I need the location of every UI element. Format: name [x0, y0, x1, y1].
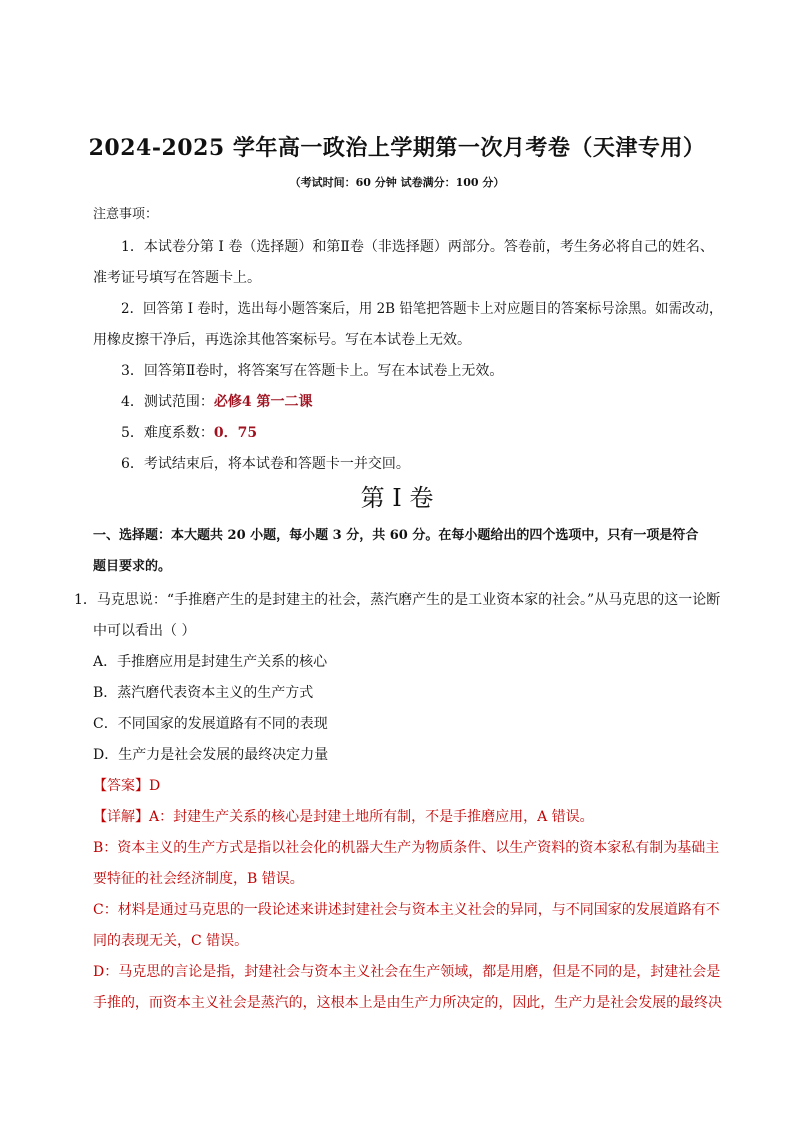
detail-b-line-2: 要特征的社会经济制度，B 错误。: [93, 871, 304, 887]
detail-a-text: A：封建生产关系的核心是封建土地所有制，不是手推磨应用，A 错误。: [149, 809, 594, 825]
answer-label: 【答案】: [93, 778, 149, 794]
notes-heading: 注意事项：: [93, 207, 159, 222]
detail-d-line-1: D：马克思的言论是指，封建社会与资本主义社会在生产领域，都是用磨，但是不同的是，封建社会是: [93, 964, 721, 980]
note-2-line-2: 用橡皮擦干净后，再选涂其他答案标号。写在本试卷上无效。: [93, 332, 471, 348]
option-a: A．手推磨应用是封建生产关系的核心: [93, 654, 328, 670]
note-5-label: 5．难度系数：: [121, 425, 214, 441]
section-title: 第 I 卷: [360, 484, 434, 512]
note-6: 6．考试结束后，将本试卷和答题卡一并交回。: [121, 456, 410, 472]
test-scope-value: 必修4 第一二课: [213, 394, 313, 410]
detail-c-line-2: 同的表现无关，C 错误。: [93, 933, 249, 949]
note-3: 3．回答第Ⅱ卷时，将答案写在答题卡上。写在本试卷上无效。: [121, 363, 504, 379]
detail-a: [93, 807, 594, 827]
question-1-stem-line-1: 1．马克思说：“手推磨产生的是封建主的社会，蒸汽磨产生的是工业资本家的社会。”从马克思的这一论断: [74, 592, 721, 608]
detail-d-line-2: 手推的，而资本主义社会是蒸汽的，这根本上是由生产力所决定的，因此，生产力是社会发展的最终决: [93, 995, 722, 1011]
question-1-stem-line-2: 中可以看出（ ）: [93, 623, 196, 639]
difficulty-value: 0．75: [213, 425, 258, 441]
note-1-line-1: 1．本试卷分第 I 卷（选择题）和第Ⅱ卷（非选择题）两部分。答卷前，考生务必将自己的姓名、: [121, 239, 714, 255]
exam-info: （考试时间：60 分钟 试卷满分：100 分）: [289, 176, 505, 189]
note-1-line-2: 准考证号填写在答题卡上。: [93, 270, 261, 286]
detail-label: 【详解】: [93, 809, 149, 825]
section-intro-line-2: 题目要求的。: [93, 559, 172, 574]
note-4: [121, 392, 313, 412]
detail-b-line-1: B：资本主义的生产方式是指以社会化的机器大生产为物质条件、以生产资料的资本家私有制为基础主: [93, 840, 720, 856]
note-4-label: 4．测试范围：: [121, 394, 214, 410]
option-d: D．生产力是社会发展的最终决定力量: [93, 747, 329, 763]
answer-value: D: [149, 778, 161, 794]
section-intro-line-1: 一、选择题：本大题共 20 小题，每小题 3 分，共 60 分。在每小题给出的四个选项中，只有一项是符合: [93, 528, 699, 543]
note-2-line-1: 2．回答第 I 卷时，选出每小题答案后，用 2B 铅笔把答题卡上对应题目的答案标号涂黑。如需改动，: [121, 301, 723, 317]
option-c: C．不同国家的发展道路有不同的表现: [93, 716, 328, 732]
detail-c-line-1: C：材料是通过马克思的一段论述来讲述封建社会与资本主义社会的异同，与不同国家的发展道路有不: [93, 902, 720, 918]
answer: [93, 776, 160, 796]
page-title: 2024-2025 学年高一政治上学期第一次月考卷（天津专用）: [88, 135, 706, 161]
note-5: [121, 423, 257, 443]
option-b: B．蒸汽磨代表资本主义的生产方式: [93, 685, 314, 701]
